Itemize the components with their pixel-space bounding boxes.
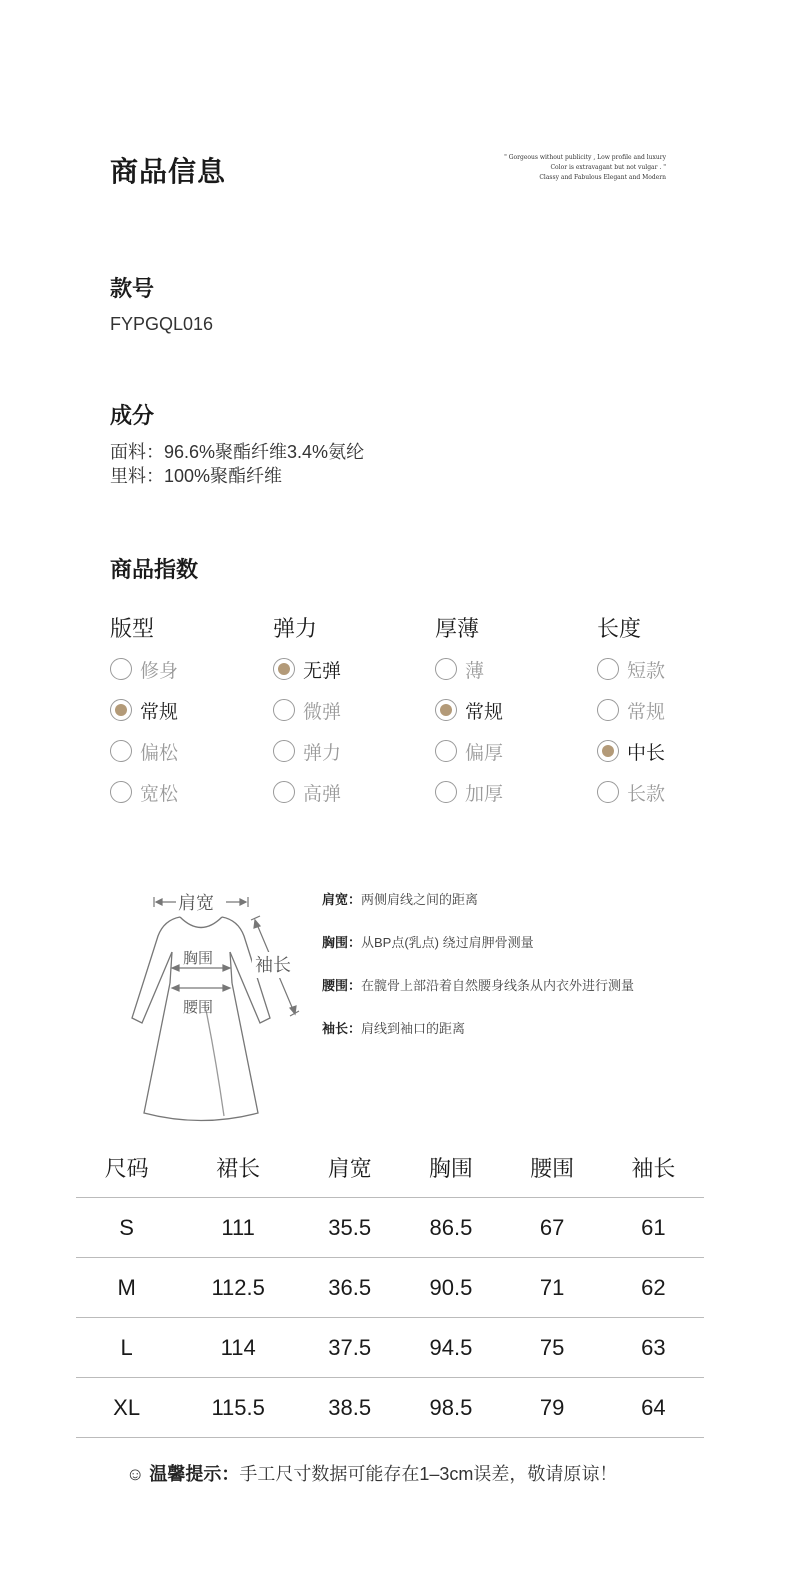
index-option [273,656,341,682]
radio-empty-icon [435,658,457,680]
index-option [435,656,503,682]
dress-outline [132,917,270,1121]
size-row [76,1318,704,1378]
radio-empty-icon [597,781,619,803]
size-cell: M [76,1258,177,1318]
size-cell: 79 [502,1378,603,1438]
measure-term: 胸围： [322,935,362,950]
measure-text: 肩线到袖口的距离 [361,1021,466,1036]
index-column-title: 厚薄 [435,616,480,641]
indices-heading: 商品指数 [110,557,199,582]
index-option [435,779,503,805]
chest-label: 胸围 [183,949,214,967]
size-row [76,1258,704,1318]
index-option [110,656,178,682]
size-table [76,1137,704,1438]
index-column-title: 版型 [110,616,155,641]
measure-text: 在髋骨上部沿着自然腰身线条从内衣外进行测量 [361,978,635,993]
index-option-label: 常规 [465,701,504,723]
index-option-label: 长款 [627,783,666,805]
index-option [597,656,665,682]
radio-selected-icon [597,740,619,762]
index-option [435,697,503,723]
index-option [597,738,665,764]
radio-empty-icon [435,781,457,803]
measure-desc-sleeve [322,1019,634,1039]
size-cell: 86.5 [400,1198,501,1258]
header-cell: 腰围 [530,1155,575,1181]
size-cell: 90.5 [400,1258,501,1318]
index-option-label: 偏厚 [465,742,504,764]
radio-selected-icon [435,699,457,721]
style-no-heading: 款号 [110,276,155,301]
size-cell: 61 [603,1198,704,1258]
header-cell: 尺码 [104,1155,149,1181]
index-option [273,697,341,723]
size-cell: 94.5 [400,1318,501,1378]
index-option-label: 短款 [627,660,666,682]
index-option [273,779,341,805]
measure-desc-list [322,890,634,1039]
index-option [435,738,503,764]
index-option-label: 微弹 [303,701,342,723]
index-option-label: 中长 [627,742,666,764]
size-cell: 67 [502,1198,603,1258]
size-cell: 115.5 [177,1378,299,1438]
smile-icon: ☺ [126,1464,145,1484]
size-cell: XL [76,1378,177,1438]
size-cell: 37.5 [299,1318,400,1378]
size-cell: 38.5 [299,1378,400,1438]
note-label: 温馨提示： [149,1464,240,1484]
measure-text: 从BP点(乳点) 绕过肩胛骨测量 [361,935,534,950]
index-option-label: 薄 [465,660,485,682]
composition-lines [110,440,364,488]
radio-empty-icon [110,781,132,803]
index-column-title: 弹力 [273,616,318,641]
size-cell: 64 [603,1378,704,1438]
measure-term: 腰围： [322,978,362,993]
sleeve-label: 袖长 [255,955,291,976]
index-option-label: 加厚 [465,783,504,805]
fabric-line: 面料：96.6%聚酯纤维3.4%氨纶 [110,442,365,462]
radio-empty-icon [597,699,619,721]
size-table-header [76,1137,704,1198]
index-column [110,612,178,820]
measure-text: 两侧肩线之间的距离 [361,892,479,907]
header-cell: 裙长 [216,1155,261,1181]
dress-diagram [118,880,308,1130]
index-option [110,697,178,723]
index-option-label: 修身 [140,660,179,682]
radio-selected-icon [110,699,132,721]
measure-term: 袖长： [322,1021,362,1036]
tagline [450,153,666,183]
size-cell: 35.5 [299,1198,400,1258]
size-cell: 62 [603,1258,704,1318]
style-no-value: FYPGQL016 [110,314,214,334]
radio-empty-icon [110,740,132,762]
size-row [76,1198,704,1258]
size-cell: 111 [177,1198,299,1258]
index-column [597,612,665,820]
size-cell: L [76,1318,177,1378]
radio-empty-icon [273,740,295,762]
size-cell: 63 [603,1318,704,1378]
measure-term: 肩宽： [322,892,362,907]
size-cell: 36.5 [299,1258,400,1318]
index-column [435,612,503,820]
header-cell: 肩宽 [327,1155,372,1181]
size-cell: S [76,1198,177,1258]
radio-empty-icon [110,658,132,680]
radio-selected-icon [273,658,295,680]
index-column-title: 长度 [597,616,642,641]
tagline-line-2: Color is extravagant but not vulgar . " [550,164,666,171]
index-option-label: 常规 [627,701,666,723]
index-option-label: 高弹 [303,783,342,805]
size-cell: 98.5 [400,1378,501,1438]
radio-empty-icon [435,740,457,762]
size-note [126,1460,617,1486]
index-option-label: 弹力 [303,742,342,764]
size-row [76,1378,704,1438]
note-text: 手工尺寸数据可能存在1–3cm误差，敬请原谅！ [239,1464,618,1484]
tagline-line-1: " Gorgeous without publicity , Low profile and luxury [504,154,666,161]
page-title: 商品信息 [110,156,227,187]
lining-line: 里料：100%聚酯纤维 [110,466,283,486]
header-cell: 袖长 [631,1155,676,1181]
size-cell: 112.5 [177,1258,299,1318]
tagline-line-3: Classy and Fabulous Elegant and Modern [539,174,666,181]
index-option-label: 无弹 [303,660,342,682]
index-column [273,612,341,820]
measure-desc-waist [322,976,634,996]
index-option-label: 宽松 [140,783,179,805]
index-option-label: 偏松 [140,742,179,764]
radio-empty-icon [273,781,295,803]
size-cell: 71 [502,1258,603,1318]
measure-desc-chest [322,933,634,953]
size-cell: 114 [177,1318,299,1378]
radio-empty-icon [273,699,295,721]
size-cell: 75 [502,1318,603,1378]
index-option [597,697,665,723]
measure-desc-shoulder [322,890,634,910]
header-cell: 胸围 [428,1155,473,1181]
radio-empty-icon [597,658,619,680]
index-option [273,738,341,764]
index-option [110,738,178,764]
waist-label: 腰围 [183,998,214,1016]
shoulder-label: 肩宽 [178,893,214,914]
index-option [597,779,665,805]
composition-heading: 成分 [110,403,155,428]
index-option [110,779,178,805]
index-option-label: 常规 [140,701,179,723]
